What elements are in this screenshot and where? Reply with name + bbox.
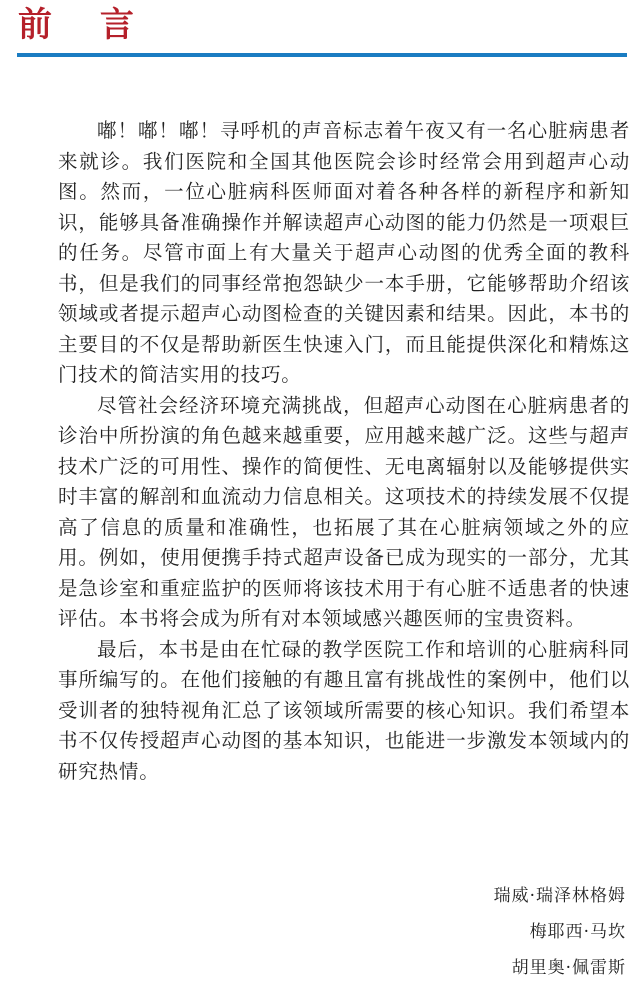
signature-block [494, 878, 626, 986]
paragraph-3: 最后，本书是由在忙碌的教学医院工作和培训的心脏病科同事所编写的。在他们接触的有趣且富有挑战性的案例中，他们以受训者的独特视角汇总了该领域所需要的核心知识。我们希望本书不仅传授超声心动图的基本知识，也能进一步激发本领域内的研究热情。 [58, 637, 630, 783]
title-underline [17, 53, 627, 57]
paragraph-1: 嘟！嘟！嘟！寻呼机的声音标志着午夜又有一名心脏病患者来就诊。我们医院和全国其他医院会诊时经常会用到超声心动图。然而，一位心脏病科医师面对着各种各样的新程序和新知识，能够具备准确操作并解读超声心动图的能力仍然是一项艰巨的任务。尽管市面上有大量关于超声心动图的优秀全面的教科书，但是我们的同事经常抱怨缺少一本手册，它能够帮助介绍该领域或者提示超声心动图检查的关键因素和结果。因此，本书的主要目的不仅是帮助新医生快速入门，而且能提供深化和精炼这门技术的简洁实用的技巧。 [58, 119, 630, 386]
signature-2: 梅耶西·马坎 [529, 922, 626, 942]
signature-3: 胡里奥·佩雷斯 [511, 958, 626, 978]
signature-1: 瑞威·瑞泽林格姆 [493, 886, 626, 906]
preface-body [58, 116, 630, 787]
page-title: 前 言 [18, 5, 152, 45]
paragraph-2: 尽管社会经济环境充满挑战，但超声心动图在心脏病患者的诊治中所扮演的角色越来越重要，应用越来越广泛。这些与超声技术广泛的可用性、操作的简便性、无电离辐射以及能够提供实时丰富的解剖和血流动力信息相关。这项技术的持续发展不仅提高了信息的质量和准确性，也拓展了其在心脏病领域之外的应用。例如，使用便携手持式超声设备已成为现实的一部分，尤其是急诊室和重症监护的医师将该技术用于有心脏不适患者的快速评估。本书将会成为所有对本领域感兴趣医师的宝贵资料。 [58, 393, 630, 630]
